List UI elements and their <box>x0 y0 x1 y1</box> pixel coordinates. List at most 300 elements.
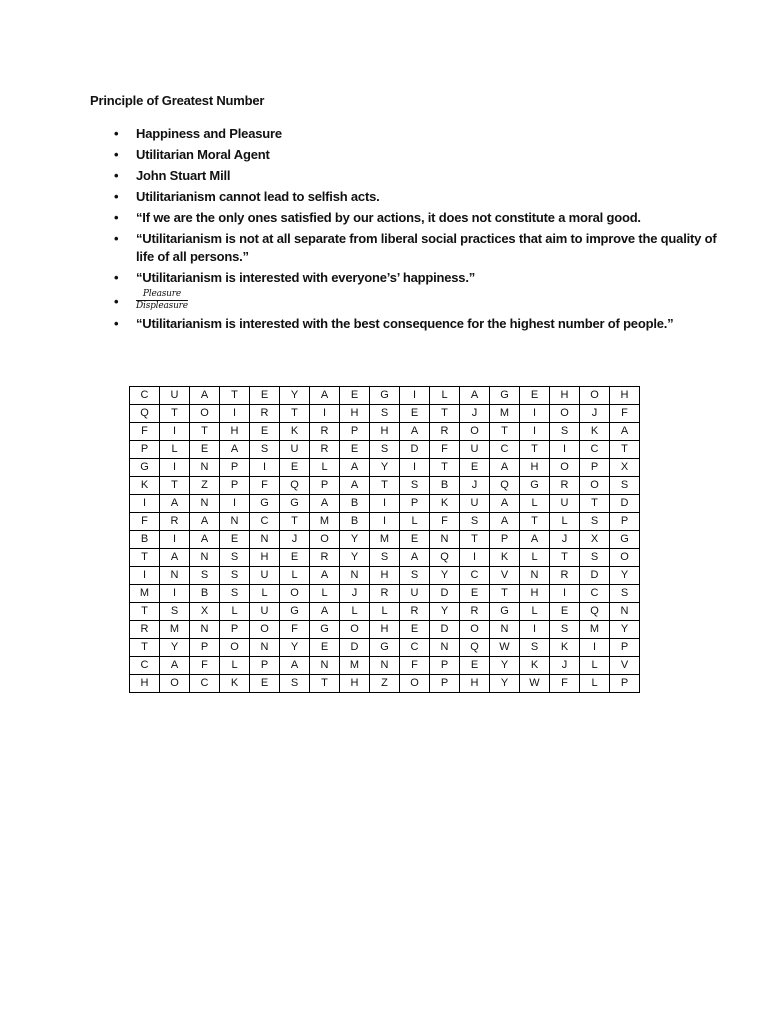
grid-cell: N <box>220 513 250 531</box>
grid-cell: E <box>340 387 370 405</box>
grid-cell: S <box>400 567 430 585</box>
grid-cell: E <box>400 531 430 549</box>
grid-cell: C <box>490 441 520 459</box>
grid-cell: M <box>580 621 610 639</box>
grid-cell: R <box>550 567 580 585</box>
grid-row <box>130 405 640 423</box>
pleasure-fraction <box>136 289 188 312</box>
grid-cell: I <box>160 585 190 603</box>
grid-cell: I <box>220 405 250 423</box>
grid-cell: R <box>430 423 460 441</box>
grid-cell: O <box>580 387 610 405</box>
grid-cell: I <box>130 567 160 585</box>
grid-cell: R <box>160 513 190 531</box>
grid-cell: K <box>280 423 310 441</box>
grid-cell: M <box>370 531 400 549</box>
grid-cell: D <box>610 495 640 513</box>
grid-cell: S <box>460 513 490 531</box>
grid-cell: A <box>220 441 250 459</box>
grid-cell: H <box>520 585 550 603</box>
grid-cell: I <box>250 459 280 477</box>
grid-cell: R <box>310 423 340 441</box>
grid-cell: I <box>400 459 430 477</box>
grid-cell: K <box>130 477 160 495</box>
grid-cell: S <box>370 549 400 567</box>
grid-cell: A <box>400 549 430 567</box>
grid-cell: U <box>460 495 490 513</box>
grid-cell: O <box>550 459 580 477</box>
bullet-item: • Utilitarian Moral Agent <box>114 147 270 162</box>
grid-cell: A <box>310 495 340 513</box>
grid-row <box>130 513 640 531</box>
grid-cell: L <box>250 585 280 603</box>
grid-cell: U <box>160 387 190 405</box>
grid-cell: D <box>580 567 610 585</box>
grid-cell: F <box>400 657 430 675</box>
bullet-icon: • <box>114 294 119 309</box>
grid-cell: H <box>370 567 400 585</box>
grid-cell: U <box>400 585 430 603</box>
grid-cell: C <box>460 567 490 585</box>
grid-cell: J <box>280 531 310 549</box>
grid-cell: H <box>520 459 550 477</box>
grid-cell: B <box>190 585 220 603</box>
grid-cell: O <box>460 423 490 441</box>
grid-cell: T <box>490 423 520 441</box>
grid-cell: N <box>490 621 520 639</box>
grid-cell: I <box>370 495 400 513</box>
grid-cell: C <box>190 675 220 693</box>
grid-cell: E <box>400 621 430 639</box>
grid-cell: L <box>220 603 250 621</box>
grid-cell: C <box>400 639 430 657</box>
grid-row <box>130 549 640 567</box>
grid-cell: T <box>160 477 190 495</box>
grid-cell: Y <box>490 657 520 675</box>
grid-cell: S <box>550 423 580 441</box>
grid-cell: L <box>400 513 430 531</box>
grid-cell: O <box>190 405 220 423</box>
grid-cell: S <box>370 441 400 459</box>
grid-cell: L <box>430 387 460 405</box>
grid-row <box>130 477 640 495</box>
grid-cell: L <box>310 585 340 603</box>
grid-cell: A <box>340 459 370 477</box>
grid-cell: P <box>610 513 640 531</box>
grid-cell: I <box>520 423 550 441</box>
grid-cell: T <box>190 423 220 441</box>
grid-cell: P <box>580 459 610 477</box>
grid-cell: E <box>460 585 490 603</box>
grid-cell: G <box>610 531 640 549</box>
grid-cell: J <box>340 585 370 603</box>
grid-cell: I <box>460 549 490 567</box>
grid-cell: P <box>430 657 460 675</box>
grid-cell: T <box>130 639 160 657</box>
grid-cell: X <box>580 531 610 549</box>
grid-cell: I <box>160 531 190 549</box>
grid-cell: T <box>280 513 310 531</box>
grid-cell: K <box>550 639 580 657</box>
bullet-item: • “If we are the only ones satisfied by our actions, it does not constitute a moral good. <box>114 210 641 225</box>
grid-cell: F <box>610 405 640 423</box>
grid-cell: S <box>580 549 610 567</box>
grid-cell: L <box>520 495 550 513</box>
grid-cell: B <box>340 495 370 513</box>
grid-cell: P <box>610 639 640 657</box>
fraction-numerator: Pleasure <box>142 289 181 299</box>
grid-cell: E <box>280 549 310 567</box>
grid-cell: T <box>130 549 160 567</box>
grid-row <box>130 585 640 603</box>
grid-row <box>130 603 640 621</box>
grid-cell: C <box>130 657 160 675</box>
grid-cell: I <box>520 621 550 639</box>
grid-cell: G <box>310 621 340 639</box>
grid-cell: V <box>610 657 640 675</box>
grid-cell: N <box>250 639 280 657</box>
page-title: Principle of Greatest Number <box>90 93 265 108</box>
grid-cell: G <box>490 387 520 405</box>
grid-cell: E <box>340 441 370 459</box>
grid-cell: P <box>490 531 520 549</box>
grid-cell: H <box>460 675 490 693</box>
grid-cell: P <box>400 495 430 513</box>
grid-cell: N <box>430 531 460 549</box>
grid-cell: J <box>580 405 610 423</box>
grid-cell: T <box>550 549 580 567</box>
grid-cell: Y <box>370 459 400 477</box>
grid-cell: O <box>340 621 370 639</box>
grid-cell: P <box>430 675 460 693</box>
grid-cell: N <box>520 567 550 585</box>
grid-cell: A <box>340 477 370 495</box>
grid-cell: S <box>280 675 310 693</box>
grid-cell: H <box>370 621 400 639</box>
grid-cell: A <box>310 603 340 621</box>
grid-cell: I <box>310 405 340 423</box>
grid-cell: O <box>580 477 610 495</box>
grid-cell: O <box>610 549 640 567</box>
grid-cell: A <box>160 657 190 675</box>
grid-cell: A <box>310 567 340 585</box>
grid-cell: N <box>190 621 220 639</box>
grid-cell: P <box>340 423 370 441</box>
grid-cell: F <box>280 621 310 639</box>
grid-cell: Y <box>340 531 370 549</box>
grid-cell: C <box>130 387 160 405</box>
grid-cell: R <box>250 405 280 423</box>
bullet-item: • “Utilitarianism is interested with everyone’s’ happiness.” <box>114 270 476 285</box>
grid-cell: R <box>550 477 580 495</box>
grid-cell: L <box>160 441 190 459</box>
grid-cell: I <box>550 441 580 459</box>
grid-cell: F <box>430 441 460 459</box>
grid-cell: O <box>220 639 250 657</box>
grid-cell: K <box>520 657 550 675</box>
grid-cell: T <box>370 477 400 495</box>
grid-cell: E <box>190 441 220 459</box>
grid-cell: E <box>400 405 430 423</box>
grid-cell: Q <box>130 405 160 423</box>
grid-cell: S <box>610 585 640 603</box>
grid-cell: A <box>490 459 520 477</box>
bullet-icon: • <box>114 147 119 162</box>
grid-cell: O <box>400 675 430 693</box>
grid-cell: H <box>610 387 640 405</box>
grid-cell: T <box>160 405 190 423</box>
grid-cell: A <box>190 531 220 549</box>
grid-cell: F <box>130 513 160 531</box>
bullet-item: • Utilitarianism cannot lead to selfish acts. <box>114 189 380 204</box>
grid-row <box>130 459 640 477</box>
grid-cell: Y <box>430 603 460 621</box>
grid-row <box>130 387 640 405</box>
grid-cell: G <box>130 459 160 477</box>
grid-cell: H <box>370 423 400 441</box>
grid-cell: R <box>310 441 340 459</box>
grid-cell: A <box>280 657 310 675</box>
grid-cell: P <box>310 477 340 495</box>
grid-cell: B <box>430 477 460 495</box>
grid-cell: A <box>400 423 430 441</box>
grid-cell: X <box>190 603 220 621</box>
grid-cell: X <box>610 459 640 477</box>
grid-row <box>130 675 640 693</box>
grid-cell: E <box>220 531 250 549</box>
grid-cell: T <box>310 675 340 693</box>
grid-cell: D <box>400 441 430 459</box>
grid-cell: F <box>130 423 160 441</box>
grid-cell: P <box>220 459 250 477</box>
grid-cell: S <box>220 585 250 603</box>
grid-cell: A <box>460 387 490 405</box>
grid-cell: Y <box>340 549 370 567</box>
grid-cell: I <box>220 495 250 513</box>
grid-cell: J <box>550 657 580 675</box>
grid-cell: I <box>520 405 550 423</box>
grid-cell: O <box>550 405 580 423</box>
grid-cell: W <box>520 675 550 693</box>
bullet-icon: • <box>114 231 119 246</box>
grid-cell: D <box>430 621 460 639</box>
grid-cell: S <box>550 621 580 639</box>
grid-cell: L <box>370 603 400 621</box>
grid-cell: Q <box>490 477 520 495</box>
grid-cell: K <box>580 423 610 441</box>
grid-cell: A <box>490 513 520 531</box>
grid-cell: T <box>220 387 250 405</box>
grid-cell: P <box>610 675 640 693</box>
grid-cell: L <box>580 675 610 693</box>
grid-cell: E <box>520 387 550 405</box>
grid-cell: A <box>310 387 340 405</box>
grid-cell: P <box>220 621 250 639</box>
grid-cell: G <box>280 495 310 513</box>
grid-row <box>130 441 640 459</box>
grid-cell: Z <box>370 675 400 693</box>
grid-cell: E <box>280 459 310 477</box>
grid-cell: K <box>430 495 460 513</box>
grid-cell: Y <box>280 639 310 657</box>
grid-cell: S <box>220 567 250 585</box>
grid-cell: M <box>310 513 340 531</box>
grid-cell: U <box>280 441 310 459</box>
word-search-grid <box>129 386 640 693</box>
grid-cell: E <box>250 423 280 441</box>
grid-cell: S <box>520 639 550 657</box>
grid-cell: D <box>340 639 370 657</box>
grid-cell: H <box>250 549 280 567</box>
grid-cell: I <box>130 495 160 513</box>
bullet-item: • “Utilitarianism is interested with the best consequence for the highest number of people.” <box>114 316 674 331</box>
grid-cell: R <box>460 603 490 621</box>
grid-row <box>130 621 640 639</box>
grid-cell: E <box>310 639 340 657</box>
grid-cell: T <box>430 459 460 477</box>
grid-cell: M <box>130 585 160 603</box>
grid-cell: N <box>340 567 370 585</box>
grid-cell: P <box>220 477 250 495</box>
grid-cell: N <box>310 657 340 675</box>
grid-cell: J <box>550 531 580 549</box>
grid-cell: F <box>250 477 280 495</box>
grid-cell: S <box>250 441 280 459</box>
grid-cell: F <box>430 513 460 531</box>
grid-cell: U <box>250 567 280 585</box>
grid-cell: L <box>550 513 580 531</box>
grid-cell: M <box>490 405 520 423</box>
grid-cell: E <box>550 603 580 621</box>
grid-cell: N <box>190 495 220 513</box>
bullet-icon: • <box>114 168 119 183</box>
grid-cell: H <box>220 423 250 441</box>
grid-cell: U <box>460 441 490 459</box>
grid-cell: T <box>580 495 610 513</box>
grid-cell: A <box>490 495 520 513</box>
grid-cell: C <box>580 585 610 603</box>
grid-cell: I <box>400 387 430 405</box>
grid-cell: E <box>250 387 280 405</box>
grid-row <box>130 495 640 513</box>
grid-cell: S <box>400 477 430 495</box>
grid-cell: L <box>310 459 340 477</box>
bullet-item: • Happiness and Pleasure <box>114 126 282 141</box>
grid-row <box>130 657 640 675</box>
grid-cell: E <box>460 657 490 675</box>
bullet-item: • “Utilitarianism is not at all separate from liberal social practices that aim to improve the quality of life of all persons.” <box>114 231 717 264</box>
grid-cell: M <box>160 621 190 639</box>
grid-cell: T <box>520 513 550 531</box>
grid-cell: O <box>280 585 310 603</box>
grid-cell: W <box>490 639 520 657</box>
grid-cell: O <box>460 621 490 639</box>
grid-cell: Q <box>460 639 490 657</box>
grid-cell: G <box>520 477 550 495</box>
grid-cell: K <box>220 675 250 693</box>
grid-cell: O <box>160 675 190 693</box>
grid-cell: C <box>580 441 610 459</box>
grid-cell: P <box>130 441 160 459</box>
grid-cell: H <box>130 675 160 693</box>
grid-cell: J <box>460 477 490 495</box>
grid-cell: T <box>610 441 640 459</box>
grid-cell: T <box>520 441 550 459</box>
grid-cell: A <box>160 549 190 567</box>
grid-cell: H <box>340 405 370 423</box>
grid-cell: T <box>460 531 490 549</box>
grid-cell: T <box>130 603 160 621</box>
grid-cell: N <box>190 459 220 477</box>
bullet-icon: • <box>114 316 119 331</box>
bullet-item-fraction <box>90 289 720 312</box>
grid-cell: Y <box>430 567 460 585</box>
grid-cell: A <box>610 423 640 441</box>
grid-cell: U <box>250 603 280 621</box>
grid-cell: K <box>490 549 520 567</box>
grid-cell: N <box>190 549 220 567</box>
grid-cell: G <box>370 639 400 657</box>
grid-cell: L <box>520 603 550 621</box>
grid-cell: L <box>520 549 550 567</box>
grid-cell: J <box>460 405 490 423</box>
bullet-icon: • <box>114 210 119 225</box>
grid-cell: O <box>310 531 340 549</box>
grid-cell: Q <box>430 549 460 567</box>
grid-cell: Y <box>490 675 520 693</box>
grid-cell: T <box>490 585 520 603</box>
grid-cell: N <box>370 657 400 675</box>
grid-cell: N <box>160 567 190 585</box>
grid-cell: Y <box>610 567 640 585</box>
grid-cell: R <box>130 621 160 639</box>
grid-cell: B <box>130 531 160 549</box>
grid-cell: O <box>250 621 280 639</box>
grid-cell: Y <box>160 639 190 657</box>
grid-cell: G <box>250 495 280 513</box>
grid-cell: S <box>610 477 640 495</box>
grid-cell: S <box>370 405 400 423</box>
grid-cell: T <box>280 405 310 423</box>
grid-cell: I <box>580 639 610 657</box>
grid-cell: T <box>430 405 460 423</box>
grid-cell: A <box>160 495 190 513</box>
grid-cell: A <box>520 531 550 549</box>
grid-row <box>130 567 640 585</box>
bullet-icon: • <box>114 126 119 141</box>
grid-row <box>130 423 640 441</box>
grid-cell: C <box>250 513 280 531</box>
grid-cell: F <box>550 675 580 693</box>
grid-cell: D <box>430 585 460 603</box>
grid-cell: V <box>490 567 520 585</box>
grid-cell: A <box>190 387 220 405</box>
grid-cell: I <box>160 423 190 441</box>
grid-cell: E <box>460 459 490 477</box>
grid-cell: Z <box>190 477 220 495</box>
grid-cell: S <box>580 513 610 531</box>
grid-cell: N <box>250 531 280 549</box>
grid-cell: M <box>340 657 370 675</box>
grid-cell: I <box>370 513 400 531</box>
grid-cell: G <box>280 603 310 621</box>
grid-cell: Y <box>280 387 310 405</box>
grid-cell: Y <box>610 621 640 639</box>
bullet-list <box>90 125 720 336</box>
bullet-icon: • <box>114 270 119 285</box>
grid-cell: L <box>580 657 610 675</box>
grid-cell: L <box>280 567 310 585</box>
